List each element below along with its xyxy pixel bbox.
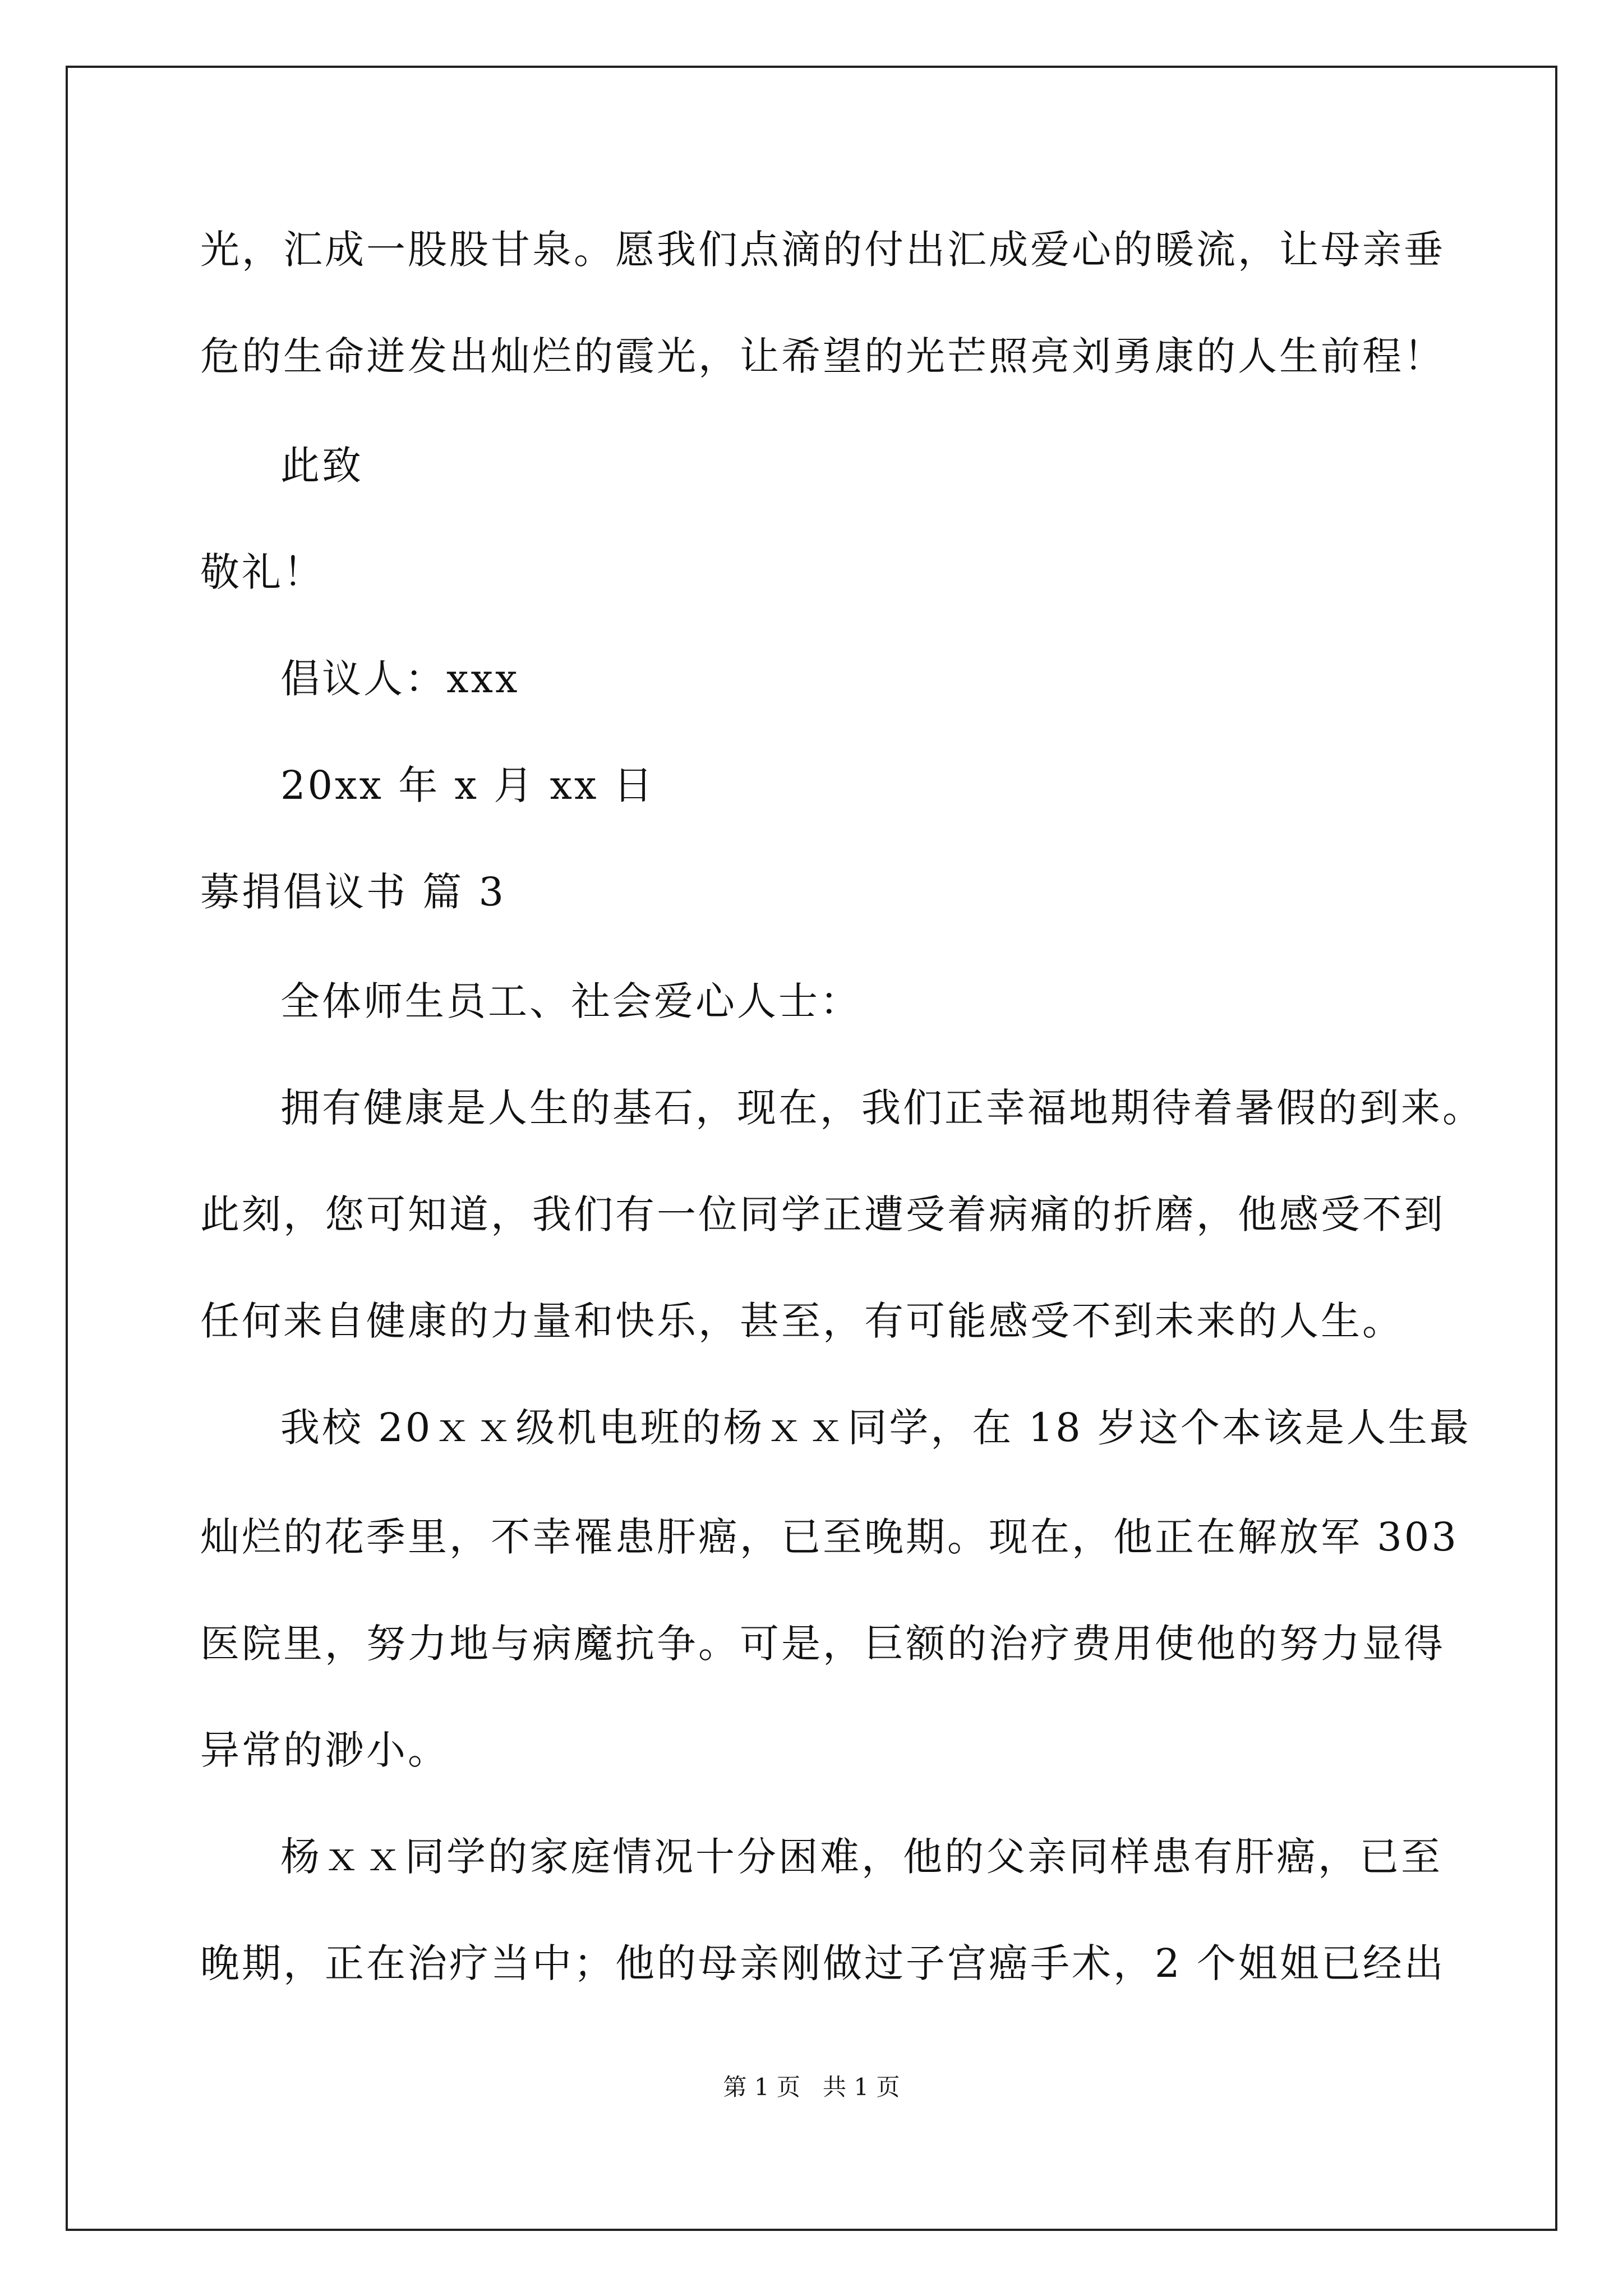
section-heading: 募捐倡议书 篇 3 [200, 869, 506, 915]
text-line: 晚期，正在治疗当中；他的母亲刚做过子宫癌手术，2 个姐姐已经出 [200, 1940, 1446, 1986]
text-line: 拥有健康是人生的基石，现在，我们正幸福地期待着暑假的到来。 [280, 1085, 1484, 1131]
closing-regards: 敬礼！ [200, 549, 325, 595]
date-line: 20xx 年 x 月 xx 日 [280, 762, 655, 808]
page-border [66, 66, 1557, 2231]
text-line: 异常的渺小。 [200, 1727, 449, 1773]
text-line: 此刻，您可知道，我们有一位同学正遭受着病痛的折磨，他感受不到 [200, 1191, 1445, 1237]
text-line: 危的生命迸发出灿烂的霞光，让希望的光芒照亮刘勇康的人生前程！ [200, 333, 1445, 379]
text-line: 任何来自健康的力量和快乐，甚至，有可能感受不到未来的人生。 [200, 1298, 1404, 1344]
text-line: 杨ｘｘ同学的家庭情况十分困难，他的父亲同样患有肝癌，已至 [280, 1834, 1442, 1880]
text-line: 医院里，努力地与病魔抗争。可是，巨额的治疗费用使他的努力显得 [200, 1621, 1445, 1667]
text-line: 灿烂的花季里，不幸罹患肝癌，已至晚期。现在，他正在解放军 303 [200, 1514, 1459, 1560]
page-number-footer: 第 1 页 共 1 页 [723, 2073, 900, 2101]
signature-line: 倡议人：xxx [280, 656, 520, 702]
text-line: 我校 20ｘｘ级机电班的杨ｘｘ同学，在 18 岁这个本该是人生最 [280, 1405, 1471, 1451]
greeting-line: 全体师生员工、社会爱心人士： [280, 978, 861, 1024]
closing-salutation: 此致 [280, 443, 363, 489]
text-line: 光，汇成一股股甘泉。愿我们点滴的付出汇成爱心的暖流，让母亲垂 [200, 227, 1445, 273]
